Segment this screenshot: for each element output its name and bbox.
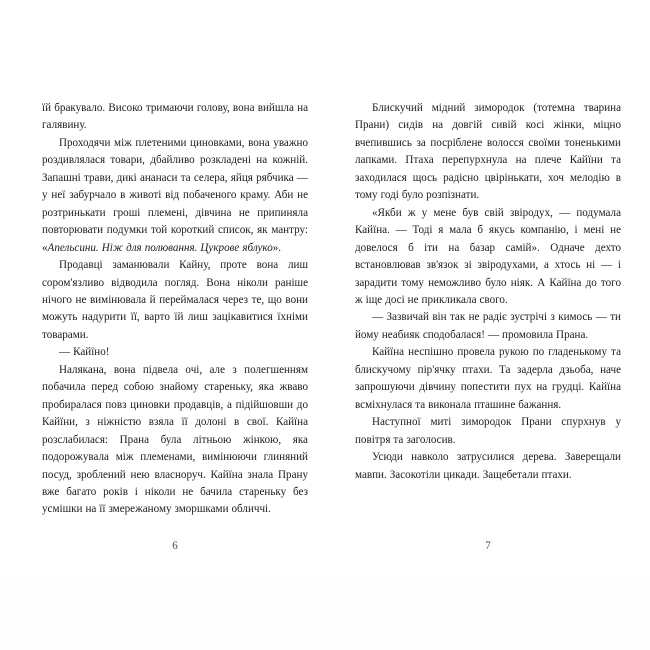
text-run: Проходячи між плетеними циновками, вона уважно роздивлялася товари, дбайливо розкладені на кожній. Запашні трави, дикі ананаси та селера, яйця рябчика — у неї забурчало в животі від побаченого краму. Аби не розтринькати гроші племені, дівчина не припиняла повторювати подумки той короткий список, як мантру: « — [42, 136, 308, 254]
left-page-folio: 6 — [172, 540, 178, 552]
text-run: «Якби ж у мене був свій звіродух, — подумала Кайїна. — Тоді я мала б якусь компанію, і мені не довелося б іти на базар самій». Одначе дехто встановлював зв'язок зі звіродухами, а хтось ні — і зарадити тому неможливо було ніяк. А Кайїна до того ж іще досі не прикликала свого. — [355, 206, 621, 306]
paragraph — [42, 135, 308, 257]
paragraph — [355, 414, 621, 449]
right-page — [355, 100, 621, 484]
page-gutter — [325, 0, 326, 650]
text-run: Кайїна неспішно провела рукою по гладенькому та блискучому пір'ячку птахи. Та задерла дзьоба, наче запрошуючи дівчину попестити пух на грудці. Кайїна всміхнулася та виконала пташине бажання. — [355, 346, 621, 411]
paragraph — [355, 344, 621, 414]
left-page — [42, 100, 308, 519]
left-page-text-block — [42, 100, 308, 519]
right-page-text-block — [355, 100, 621, 484]
text-run: — Кайїно! — [59, 346, 110, 359]
text-run: Наступної миті зимородок Прани спурхнув у повітря та заголосив. — [355, 416, 621, 446]
paragraph — [355, 205, 621, 310]
paragraph — [355, 309, 621, 344]
text-run: Блискучий мідний зимородок (тотемна тварина Прани) сидів на довгій сивій косі жінки, міцно вчепившись за посріблене волосся своїми тоненькими лапками. Птаха перепурхнула на плече Кайїни та заходилася щось радісно цвірінькати, хоч мелодію в тому годі було розпізнати. — [355, 102, 621, 202]
right-page-folio: 7 — [485, 540, 491, 552]
text-run: Продавці заманювали Кайну, проте вона лиш сором'язливо відводила погляд. Вона ніколи раніше нічого не вимінювала й переймалася через те, що вони можуть надурити її, варто їй лиш зацікавитися їхніми товарами. — [42, 259, 308, 341]
italic-text-run: Апельсини. Ніж для полювання. Цукрове яблуко — [47, 241, 273, 254]
text-run: їй бракувало. Високо тримаючи голову, вона вийшла на галявину. — [42, 102, 308, 132]
text-run: Налякана, вона підвела очі, але з полегшенням побачила перед собою знайому стареньку, яка жваво пробиралася повз циновки продавців, а підійшовши до Кайїни, з ніжністю взяла її долоні в свої. Кайїна розслабилася: Прана була літньою жінкою, яка подорожувала між племенами, вимінюючи глиняний посуд, зроблений нею власноруч. Кайїна знала Прану вже багато років і ніколи не бачила стареньку без усмішки на її змережаному зморшками обличчі. — [42, 363, 308, 516]
text-run: Усюди навколо затрусилися дерева. Заверещали мавпи. Засокотіли цикади. Защебетали птахи. — [355, 451, 621, 481]
paragraph — [42, 257, 308, 344]
paragraph — [42, 344, 308, 361]
paragraph — [355, 449, 621, 484]
text-run: ». — [272, 241, 282, 254]
paragraph — [42, 100, 308, 135]
paragraph — [355, 100, 621, 205]
paragraph — [42, 362, 308, 519]
text-run: — Зазвичай він так не радіє зустрічі з кимось — ти йому неабияк сподобалася! — промовила Прана. — [355, 311, 621, 341]
